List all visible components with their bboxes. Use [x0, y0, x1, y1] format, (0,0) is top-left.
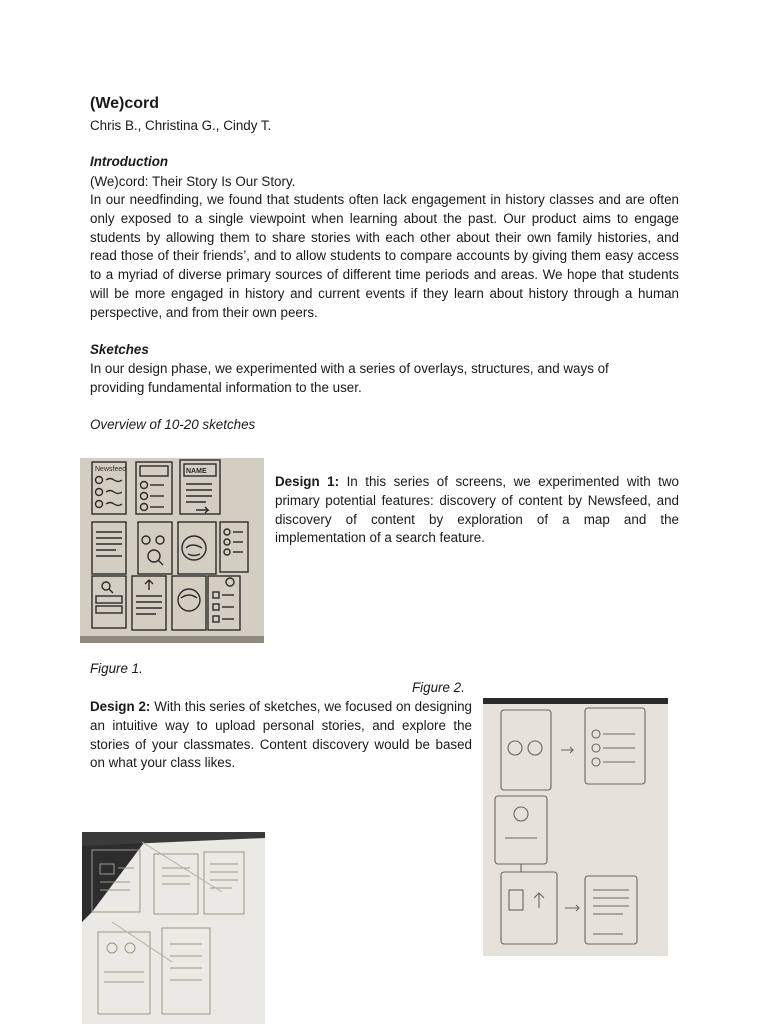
sketch-name-label: NAME — [186, 468, 207, 475]
introduction-tagline: (We)cord: Their Story Is Our Story. — [90, 174, 296, 189]
design-1-label: Design 1: — [275, 474, 340, 489]
document-title: (We)cord — [90, 95, 160, 112]
design-1-text: In this series of screens, we experimented with two primary potential features: discovery of content by Newsfeed, and discovery of content by exploration of a map and the implementation of a search feature. — [275, 474, 679, 546]
figure-2-caption: Figure 2. — [412, 680, 465, 695]
figure-1-caption: Figure 1. — [90, 661, 143, 676]
introduction-heading: Introduction — [90, 154, 169, 169]
sketches-overview-caption: Overview of 10-20 sketches — [90, 417, 256, 432]
figure-2-sketch-photo — [483, 698, 668, 956]
sketches-body: In our design phase, we experimented with a series of overlays, structures, and ways of providing fundamental information to the user. — [90, 361, 609, 395]
design-1-paragraph — [275, 473, 679, 548]
design-2-paragraph — [90, 698, 472, 773]
figure-1-sketch-photo — [80, 458, 264, 643]
design-2-label: Design 2: — [90, 699, 151, 714]
design-2-text: With this series of sketches, we focused on designing an intuitive way to upload personal stories, and explore the stories of your classmates. Content discovery would be based on what your class likes. — [90, 699, 472, 771]
sketches-heading: Sketches — [90, 342, 149, 357]
introduction-body: In our needfinding, we found that students often lack engagement in history classes and are often only exposed to a single viewpoint when learning about the past. Our product aims to engage students by allowing them to share stories with each other about their own family histories, and read those of their friends’, and to allow students to compare accounts by giving them easy access to a myriad of diverse primary sources of different time periods and areas. We hope that students will be more engaged in history and current events if they learn about history through a human perspective, and from their own peers. — [90, 192, 679, 320]
sketch-newsfeed-label: Newsfeed — [95, 466, 127, 473]
authors: Chris B., Christina G., Cindy T. — [90, 118, 272, 133]
design-2-sketch-photo — [82, 832, 265, 1024]
